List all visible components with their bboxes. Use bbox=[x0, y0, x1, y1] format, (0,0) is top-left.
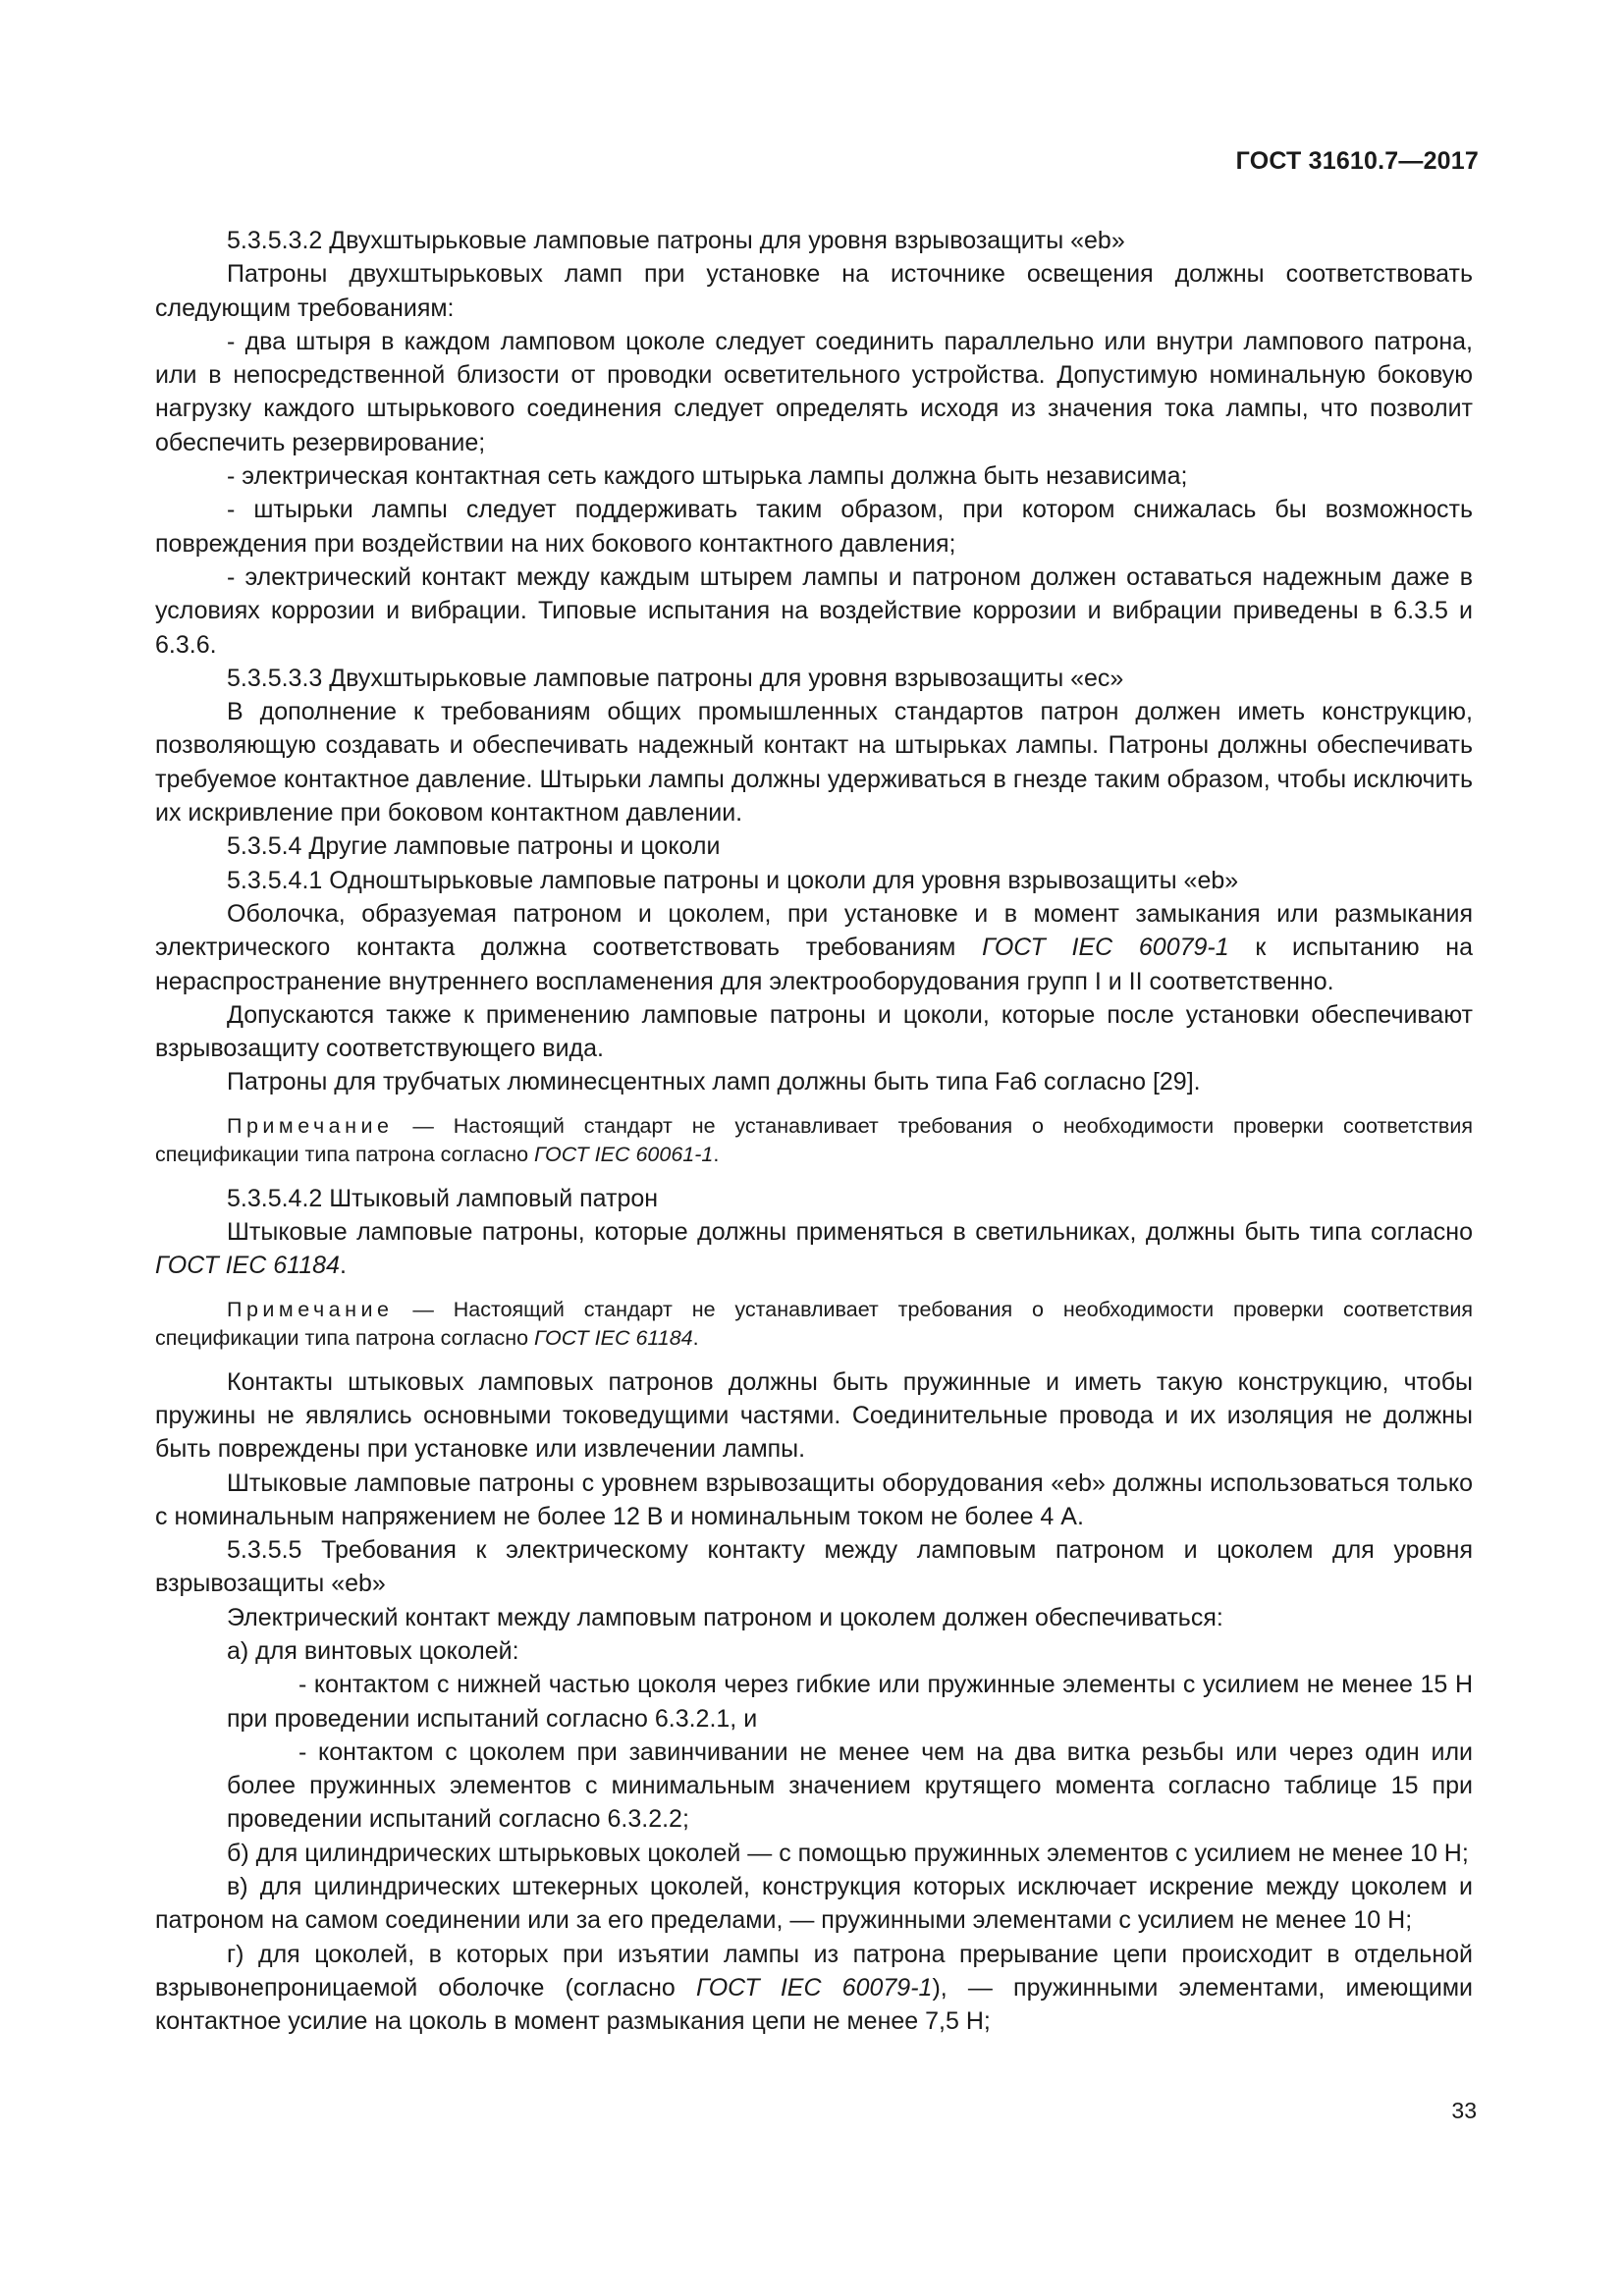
standard-reference: ГОСТ IEC 61184 bbox=[534, 1325, 693, 1350]
clause-heading: 5.3.5.4 Другие ламповые патроны и цоколи bbox=[227, 832, 721, 861]
list-item: в) для цилиндрических штекерных цоколей, конструкция которых исключает искрение между цоколем и патроном на самом соединении или за его пределами, — пружинными элементами с усилием не менее 10 Н; bbox=[155, 1873, 1473, 1935]
paragraph: Допускаются также к применению ламповые патроны и цоколи, которые после установки обеспечивают взрывозащиту соответствующего вида. bbox=[155, 1000, 1473, 1063]
list-item: б) для цилиндрических штырьковых цоколей — с помощью пружинных элементов с усилием не менее 10 Н; bbox=[227, 1839, 1469, 1867]
note-text: — Настоящий стандарт не устанавливает требования о необходимости проверки соответствия спецификации типа патрона согласно bbox=[155, 1113, 1473, 1166]
clause-heading: 5.3.5.4.1 Одноштырьковые ламповые патроны и цоколи для уровня взрывозащиты «eb» bbox=[227, 866, 1239, 894]
document-header: ГОСТ 31610.7—2017 bbox=[1235, 147, 1479, 175]
standard-reference: ГОСТ IEC 60079-1 bbox=[982, 934, 1229, 962]
paragraph: Электрический контакт между ламповым патроном и цоколем должен обеспечиваться: bbox=[227, 1603, 1223, 1631]
standard-reference: ГОСТ IEC 60079-1 bbox=[695, 1973, 933, 2002]
list-item: - электрический контакт между каждым штырем лампы и патроном должен оставаться надежным даже в условиях коррозии и вибрации. Типовые испытания на воздействие коррозии и вибрации приведены в 6.3.5 и 6.3.6. bbox=[155, 562, 1473, 659]
list-item: а) для винтовых цоколей: bbox=[227, 1636, 519, 1665]
standard-reference: ГОСТ IEC 60061-1 bbox=[534, 1142, 714, 1166]
paragraph-text: Штыковые ламповые патроны, которые должны применяться в светильниках, должны быть типа согласно bbox=[227, 1218, 1473, 1247]
note bbox=[155, 1112, 1473, 1169]
list-item: - два штыря в каждом ламповом цоколе следует соединить параллельно или внутри лампового патрона, или в непосредственной близости от проводки осветительного устройства. Допустимую номинальную боковую нагрузку каждого штырькового соединения следует определять исходя из значения тока лампы, что позволит обеспечить резервирование; bbox=[155, 327, 1473, 456]
paragraph: Штыковые ламповые патроны с уровнем взрывозащиты оборудования «eb» должны использоваться только с номинальным напряжением не более 12 В и номинальным током не более 4 А. bbox=[155, 1468, 1473, 1530]
paragraph-text: к испытанию на нераспространение внутреннего воспламенения для электрооборудования групп I и II соответственно. bbox=[155, 934, 1473, 995]
sub-list-item: - контактом с цоколем при завинчивании не менее чем на два витка резьбы или через один или более пружинных элементов с минимальным значением крутящего момента согласно таблице 15 при проведении испытаний согласно 6.3.2.2; bbox=[227, 1737, 1473, 1834]
document-body bbox=[155, 224, 1473, 2039]
clause-heading: 5.3.5.3.2 Двухштырьковые ламповые патроны для уровня взрывозащиты «eb» bbox=[227, 227, 1125, 254]
paragraph bbox=[155, 897, 1473, 998]
paragraph-text: ), — пружинными элементами, имеющими контактное усилие на цоколь в момент размыкания цепи не менее 7,5 Н; bbox=[155, 1973, 1473, 2036]
list-item: - штырьки лампы следует поддерживать таким образом, при котором снижалась бы возможность повреждения при воздействии на них бокового контактного давления; bbox=[155, 496, 1473, 558]
clause-heading: 5.3.5.3.3 Двухштырьковые ламповые патроны для уровня взрывозащиты «ec» bbox=[227, 664, 1124, 692]
note bbox=[155, 1296, 1473, 1353]
clause-heading: 5.3.5.4.2 Штыковый ламповый патрон bbox=[227, 1184, 659, 1212]
paragraph-text: . bbox=[339, 1252, 347, 1280]
list-item: - электрическая контактная сеть каждого штырька лампы должна быть независима; bbox=[227, 462, 1188, 491]
standard-reference: ГОСТ IEC 61184 bbox=[155, 1252, 340, 1280]
note-label: Примечание bbox=[227, 1113, 394, 1138]
paragraph: Патроны двухштырьковых ламп при установке на источнике освещения должны соответствовать следующим требованиям: bbox=[155, 260, 1473, 322]
paragraph-text: Оболочка, образуемая патроном и цоколем, при установке и в момент замыкания или размыкания электрического контакта должна соответствовать требованиям bbox=[155, 899, 1473, 962]
note-label: Примечание bbox=[227, 1297, 394, 1321]
paragraph: Контакты штыковых ламповых патронов должны быть пружинные и иметь такую конструкцию, чтобы пружины не являлись основными токоведущими частями. Соединительные провода и их изоляция не должны быть повреждены при установке или извлечении лампы. bbox=[155, 1367, 1473, 1464]
note-text: . bbox=[713, 1142, 720, 1166]
clause-heading: 5.3.5.5 Требования к электрическому контакту между ламповым патроном и цоколем для уровня взрывозащиты «eb» bbox=[155, 1536, 1473, 1598]
paragraph: Патроны для трубчатых люминесцентных ламп должны быть типа Fa6 согласно [29]. bbox=[227, 1068, 1201, 1096]
sub-list-item: - контактом с нижней частью цоколя через гибкие или пружинные элементы с усилием не менее 15 Н при проведении испытаний согласно 6.3.2.1, и bbox=[227, 1671, 1473, 1733]
paragraph bbox=[155, 1215, 1473, 1283]
page-number: 33 bbox=[1451, 2098, 1477, 2123]
paragraph-text: г) для цоколей, в которых при изъятии лампы из патрона прерывание цепи происходит в отдельной взрывонепроницаемой оболочке (согласно bbox=[155, 1940, 1473, 2002]
note-text: — Настоящий стандарт не устанавливает требования о необходимости проверки соответствия спецификации типа патрона согласно bbox=[155, 1297, 1473, 1350]
paragraph: В дополнение к требованиям общих промышленных стандартов патрон должен иметь конструкцию, позволяющую создавать и обеспечивать надежный контакт на штырьках лампы. Патроны должны обеспечивать требуемое контактное давление. Штырьки лампы должны удерживаться в гнезде таким образом, чтобы исключить их искривление при боковом контактном давлении. bbox=[155, 698, 1473, 828]
note-text: . bbox=[692, 1325, 699, 1350]
list-item bbox=[155, 1938, 1473, 2039]
